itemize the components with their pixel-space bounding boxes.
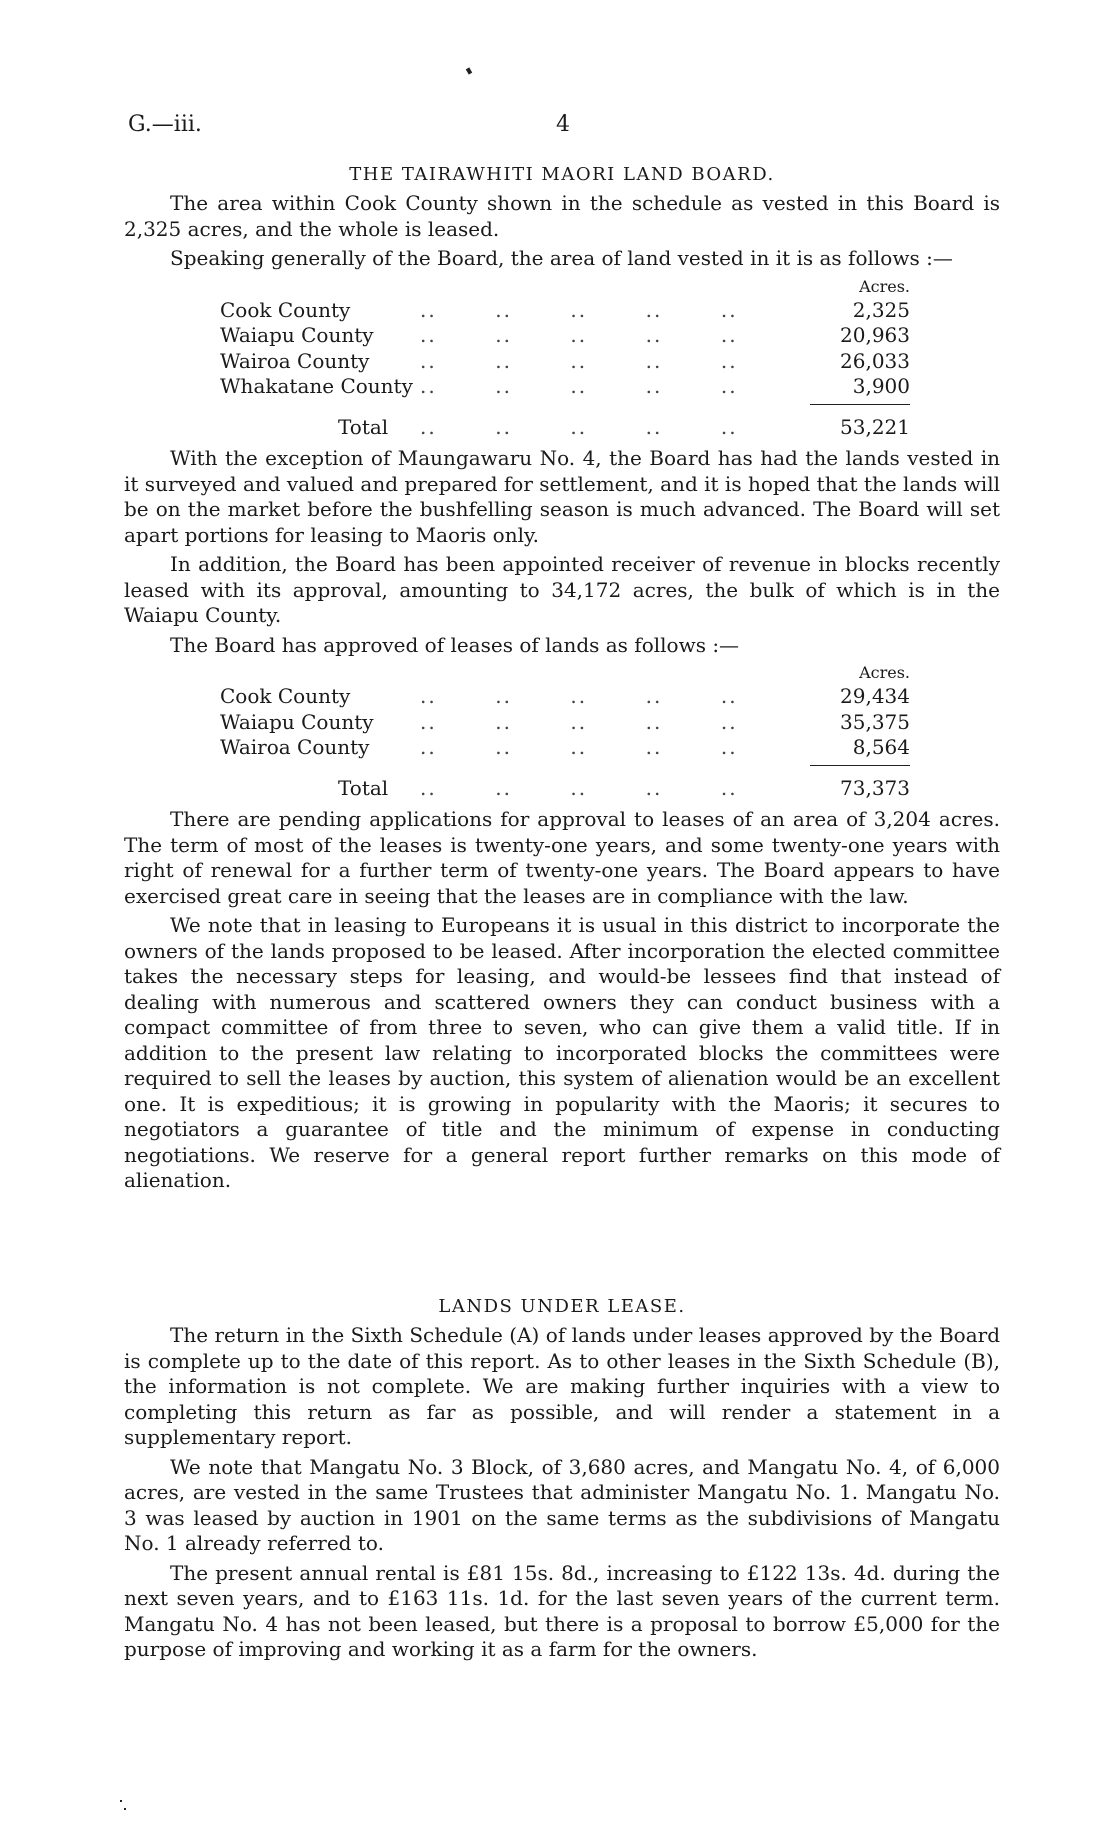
table-row xyxy=(220,710,910,736)
row-value: 20,963 xyxy=(840,323,910,347)
section-title: THE TAIRAWHITI MAORI LAND BOARD. xyxy=(349,164,775,185)
section-lands-under-lease xyxy=(124,1296,1000,1667)
row-label: Wairoa County xyxy=(220,348,370,373)
leader-dots: .. .. .. .. .. xyxy=(420,735,738,759)
ink-speck xyxy=(466,67,472,74)
paragraph: The return in the Sixth Schedule (A) of lands under leases approved by the Board is complete up to the date of this report. As to other leases in the Sixth Schedule (B), the information is not complete. We are making further inquiries with a view to completing this return as far as possible, and will render a statement in a supplementary report. xyxy=(124,1323,1000,1449)
leader-dots: .. .. .. .. .. xyxy=(420,348,738,373)
ink-speck xyxy=(124,1808,126,1810)
paragraph: In addition, the Board has been appointed receiver of revenue in blocks recently leased with its approval, amounting to 34,172 acres, the bulk of which is in the Waiapu County. xyxy=(124,552,1000,627)
section-tairawhiti-board xyxy=(124,164,1000,1198)
vested-land-table xyxy=(220,276,910,441)
document-reference: G.—iii. xyxy=(128,112,202,137)
total-label: Total xyxy=(338,414,389,439)
paragraph: There are pending applications for approval to leases of an area of 3,204 acres. The term of most of the leases is twenty-one years, and some twenty-one years with right of renewal for a further term of twenty-one years. The Board appears to have exercised great care in seeing that the leases are in compliance with the law. xyxy=(124,807,1000,908)
table-row xyxy=(220,323,910,349)
table-row xyxy=(220,349,910,375)
leader-dots: .. .. .. .. .. xyxy=(420,414,738,439)
table-row xyxy=(220,735,910,761)
leader-dots: .. .. .. .. .. xyxy=(420,775,738,800)
total-rule xyxy=(810,765,910,776)
ink-speck xyxy=(120,1800,122,1802)
total-row xyxy=(220,776,910,802)
total-value: 73,373 xyxy=(840,775,910,800)
total-rule xyxy=(810,404,910,415)
row-label: Cook County xyxy=(220,684,351,708)
leader-dots: .. .. .. .. .. xyxy=(420,374,738,398)
leader-dots: .. .. .. .. .. xyxy=(420,297,738,322)
row-value: 2,325 xyxy=(852,297,910,322)
table-row xyxy=(220,374,910,400)
total-label: Total xyxy=(338,775,389,800)
row-label: Wairoa County xyxy=(220,735,370,759)
table-row xyxy=(220,684,910,710)
paragraph: The area within Cook County shown in the schedule as vested in this Board is 2,325 acres, and the whole is leased. xyxy=(124,191,1000,241)
row-value: 26,033 xyxy=(840,348,910,373)
unit-label: Acres. xyxy=(859,663,910,682)
page-number: 4 xyxy=(556,112,570,137)
leader-dots: .. .. .. .. .. xyxy=(420,323,738,347)
row-value: 29,434 xyxy=(840,684,910,708)
leader-dots: .. .. .. .. .. xyxy=(420,684,738,708)
page-header xyxy=(128,112,1008,142)
row-value: 3,900 xyxy=(852,374,910,398)
row-label: Whakatane County xyxy=(220,374,413,398)
leader-dots: .. .. .. .. .. xyxy=(420,709,738,734)
paragraph: We note that Mangatu No. 3 Block, of 3,680 acres, and Mangatu No. 4, of 6,000 acres, are vested in the same Trustees that administer Mangatu No. 1. Mangatu No. 3 was leased by auction in 1901 on the same terms as the subdivisions of Mangatu No. 1 already referred to. xyxy=(124,1454,1000,1555)
row-label: Waiapu County xyxy=(220,323,374,347)
approved-leases-table xyxy=(220,662,910,801)
total-value: 53,221 xyxy=(840,414,910,439)
unit-label: Acres. xyxy=(859,276,910,296)
row-label: Waiapu County xyxy=(220,709,374,734)
paragraph: With the exception of Maungawaru No. 4, the Board has had the lands vested in it surveyed and valued and prepared for settlement, and it is hoped that the lands will be on the market before the bushfelling season is much advanced. The Board will set apart portions for leasing to Maoris only. xyxy=(124,446,1000,547)
paragraph: Speaking generally of the Board, the area of land vested in it is as follows :— xyxy=(170,246,953,270)
row-label: Cook County xyxy=(220,297,351,322)
total-row xyxy=(220,415,910,441)
table-row xyxy=(220,298,910,324)
paragraph: The present annual rental is £81 15s. 8d., increasing to £122 13s. 4d. during the next seven years, and to £163 11s. 1d. for the last seven years of the current term. Mangatu No. 4 has not been leased, but there is a proposal to borrow £5,000 for the purpose of improving and working it as a farm for the owners. xyxy=(124,1560,1000,1661)
section-title: LANDS UNDER LEASE. xyxy=(438,1296,686,1317)
row-value: 8,564 xyxy=(852,735,910,759)
paragraph: We note that in leasing to Europeans it is usual in this district to incorporate the owners of the lands proposed to be leased. After incorporation the elected committee takes the necessary steps for leasing, and would-be lessees find that instead of dealing with numerous and scattered owners they can conduct business with a compact committee of from three to seven, who can give them a valid title. If in addition to the present law relating to incorporated blocks the committees were required to sell the leases by auction, this system of alienation would be an excellent one. It is expeditious; it is growing in popularity with the Maoris; it secures to negotiators a guarantee of title and the minimum of expense in conducting negotiations. We reserve for a general report further remarks on this mode of alienation. xyxy=(124,913,1000,1192)
paragraph: The Board has approved of leases of lands as follows :— xyxy=(170,632,740,657)
row-value: 35,375 xyxy=(840,709,910,734)
